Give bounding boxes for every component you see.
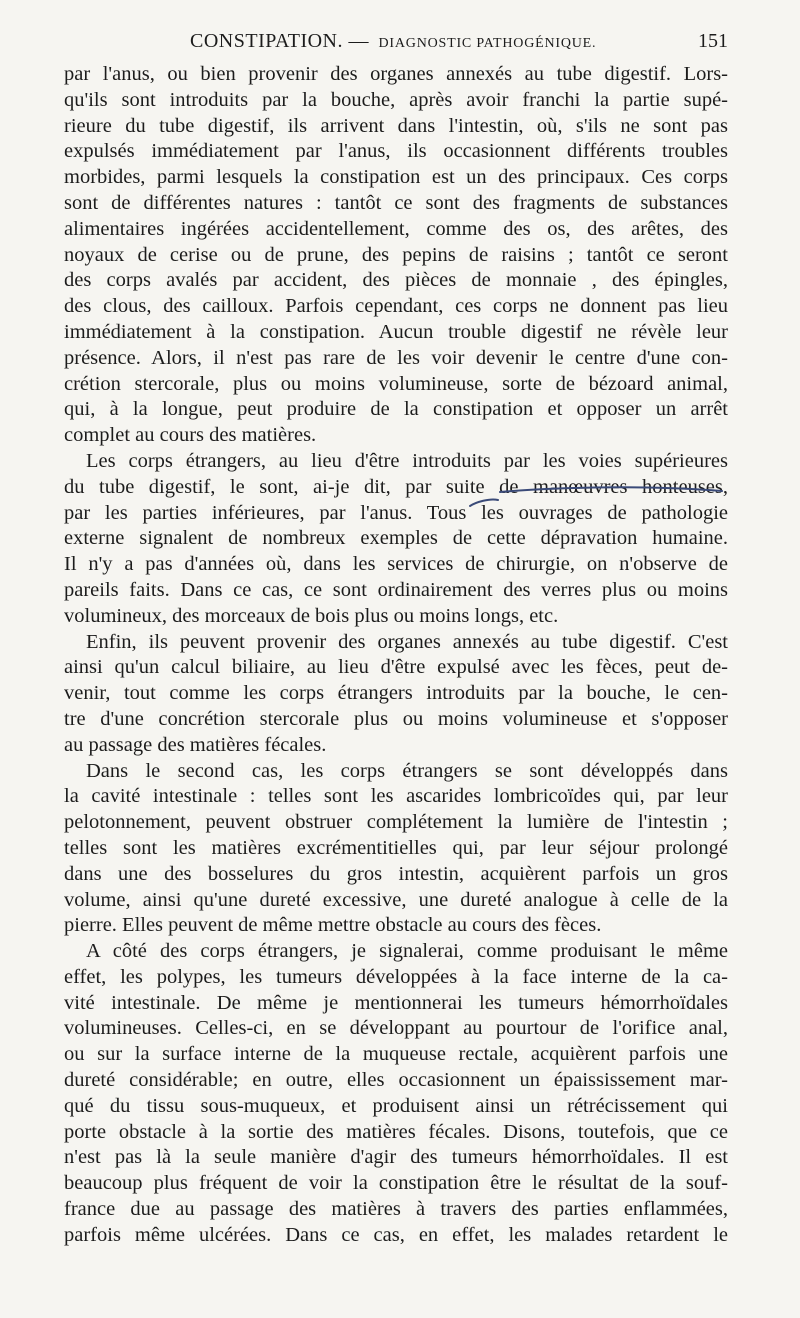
text-line: qué du tissu sous-muqueux, et produisent ainsi un rétrécissement qui bbox=[64, 1094, 728, 1117]
text-line: ou sur la surface interne de la muqueuse rectale, acquièrent parfois une bbox=[64, 1043, 728, 1066]
text-line: Les corps étrangers, au lieu d'être introduits par les voies supérieures bbox=[86, 449, 728, 472]
text-line: n'est pas là la seule manière d'agir des tumeurs hémorrhoïdales. Il est bbox=[64, 1146, 728, 1169]
text-line: pelotonnement, peuvent obstruer complétement la lumière de l'intestin ; bbox=[64, 811, 728, 834]
text-line: noyaux de cerise ou de prune, des pepins de raisins ; tantôt ce seront bbox=[64, 243, 728, 266]
text-line: présence. Alors, il n'est pas rare de les voir devenir le centre d'une con- bbox=[64, 346, 728, 369]
text-line: la cavité intestinale : telles sont les ascarides lombricoïdes qui, par leur bbox=[64, 785, 728, 808]
text-line: ainsi qu'un calcul biliaire, au lieu d'être expulsé avec les fèces, peut de- bbox=[64, 656, 728, 679]
text-line: qu'ils sont introduits par la bouche, après avoir franchi la partie supé- bbox=[64, 88, 728, 111]
section-title: DIAGNOSTIC PATHOGÉNIQUE. bbox=[378, 36, 597, 51]
text-line: volumineuses. Celles-ci, en se développant au pourtour de l'orifice anal, bbox=[64, 1017, 728, 1040]
text-line: effet, les polypes, les tumeurs développées à la face interne de la ca- bbox=[64, 965, 728, 988]
text-line: dureté considérable; en outre, elles occasionnent un épaississement mar- bbox=[64, 1069, 728, 1092]
text-line: immédiatement à la constipation. Aucun trouble digestif ne révèle leur bbox=[64, 320, 728, 343]
text-line: externe signalent de nombreux exemples de cette dépravation humaine. bbox=[64, 527, 728, 550]
text-line: sont de différentes natures : tantôt ce sont des fragments de substances bbox=[64, 191, 728, 214]
text-line: pierre. Elles peuvent de même mettre obstacle au cours des fèces. bbox=[64, 914, 602, 937]
text-line: A côté des corps étrangers, je signalerai, comme produisant le même bbox=[86, 940, 728, 963]
text-line: tre d'une concrétion stercorale plus ou moins volumineuse et s'opposer bbox=[64, 707, 728, 730]
text-line: pareils faits. Dans ce cas, ce sont ordinairement des verres plus ou moins bbox=[64, 578, 728, 601]
text-line: des clous, des cailloux. Parfois cependant, ces corps ne donnent pas lieu bbox=[64, 295, 728, 318]
pen-underline-mark bbox=[500, 487, 722, 492]
text-line: beaucoup plus fréquent de voir la constipation être le résultat de la souf- bbox=[64, 1172, 728, 1195]
text-line: par les parties inférieures, par l'anus. Tous les ouvrages de pathologie bbox=[64, 501, 728, 524]
text-line: parfois même ulcérées. Dans ce cas, en effet, les malades retardent le bbox=[64, 1223, 728, 1246]
text-line: dans une des bosselures du gros intestin, acquièrent parfois un gros bbox=[64, 862, 728, 885]
running-title: CONSTIPATION. — DIAGNOSTIC PATHOGÉNIQUE. bbox=[190, 30, 597, 52]
text-line: telles sont les matières excrémentitielles qui, par leur séjour prolongé bbox=[64, 836, 728, 859]
text-line: complet au cours des matières. bbox=[64, 424, 317, 447]
text-line: vité intestinale. De même je mentionnerai les tumeurs hémorrhoïdales bbox=[64, 991, 728, 1014]
text-line: volume, ainsi qu'une dureté excessive, une dureté analogue à celle de la bbox=[64, 888, 728, 911]
text-line: france due au passage des matières à travers des parties enflammées, bbox=[64, 1198, 728, 1221]
text-line: alimentaires ingérées accidentellement, comme des os, des arêtes, des bbox=[64, 217, 728, 240]
text-line: crétion stercorale, plus ou moins volumineuse, sorte de bézoard animal, bbox=[64, 372, 728, 395]
text-line: qui, à la longue, peut produire de la constipation et opposer un arrêt bbox=[64, 398, 728, 421]
page-number: 151 bbox=[698, 30, 728, 52]
text-line: rieure du tube digestif, ils arrivent dans l'intestin, où, s'ils ne sont pas bbox=[64, 114, 728, 137]
text-line: Enfin, ils peuvent provenir des organes annexés au tube digestif. C'est bbox=[86, 630, 728, 653]
text-line: venir, tout comme les corps étrangers introduits par la bouche, le cen- bbox=[64, 682, 728, 705]
text-line: par l'anus, ou bien provenir des organes annexés au tube digestif. Lors- bbox=[64, 63, 728, 85]
text-line: des corps avalés par accident, des pièces de monnaie , des épingles, bbox=[64, 269, 728, 292]
text-line: Dans le second cas, les corps étrangers se sont développés dans bbox=[86, 759, 728, 782]
pen-strike-mark bbox=[470, 499, 498, 506]
text-line: au passage des matières fécales. bbox=[64, 733, 327, 756]
text-line: volumineux, des morceaux de bois plus ou moins longs, etc. bbox=[64, 604, 559, 627]
text-line: morbides, parmi lesquels la constipation est un des principaux. Ces corps bbox=[64, 166, 728, 189]
text-line: expulsés immédiatement par l'anus, ils occasionnent différents troubles bbox=[64, 140, 728, 163]
text-line: du tube digestif, le sont, ai-je dit, par suite de manœuvres honteuses, bbox=[64, 475, 728, 498]
text-line: porte obstacle à la sortie des matières fécales. Disons, toutefois, que ce bbox=[64, 1120, 728, 1143]
text-line: Il n'y a pas d'années où, dans les services de chirurgie, on n'observe de bbox=[64, 553, 728, 576]
